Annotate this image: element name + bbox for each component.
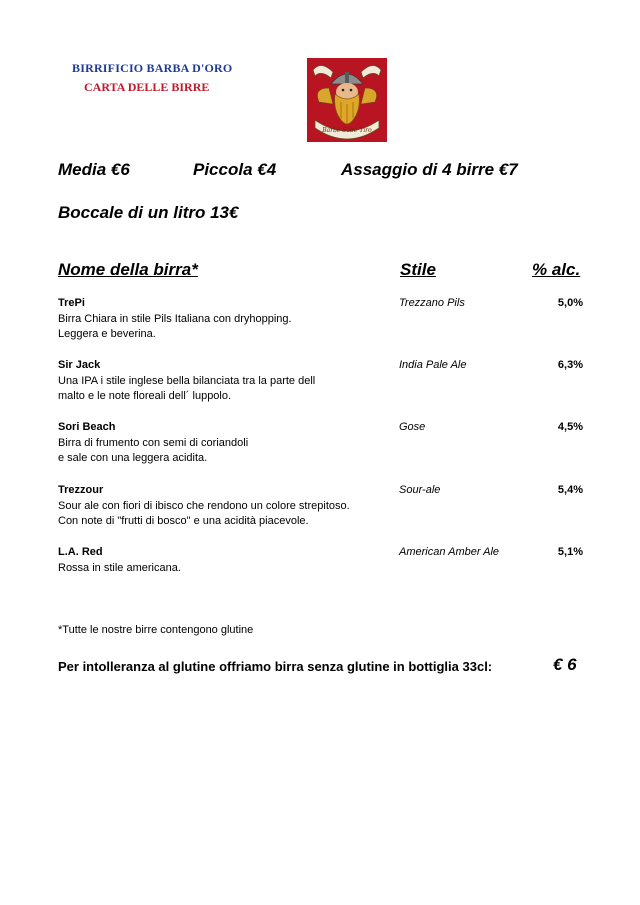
beer-description: Birra Chiara in stile Pils Italiana con dryhopping. Leggera e beverina.	[58, 313, 292, 340]
beer-description: Una IPA i stile inglese bella bilanciata tra la parte dell malto e le note floreali dell´ luppolo.	[58, 375, 316, 402]
beer-style: Gose	[399, 421, 426, 433]
beer-abv: 4,5%	[557, 421, 583, 433]
column-header-name: Nome della birra*	[58, 260, 198, 279]
column-header-style: Stile	[400, 260, 436, 279]
beer-abv: 5,0%	[557, 297, 583, 309]
beer-abv: 5,1%	[557, 546, 583, 558]
menu-subtitle: CARTA DELLE BIRRE	[84, 80, 210, 94]
beer-description: Birra di frumento con semi di coriandoli e sale con una leggera acidita.	[58, 437, 249, 464]
gluten-free-offer: Per intolleranza al glutine offriamo birra senza glutine in bottiglia 33cl:	[58, 659, 493, 674]
beer-abv: 6,3%	[557, 359, 583, 371]
price-assaggio: Assaggio di 4 birre €7	[341, 160, 518, 179]
beer-style: Trezzano Pils	[399, 297, 465, 309]
beer-row-trepi	[58, 297, 598, 357]
beer-style: American Amber Ale	[399, 546, 500, 558]
beer-row-sori-beach	[58, 421, 598, 481]
beer-abv: 5,4%	[557, 484, 583, 496]
beer-style: Sour-ale	[399, 484, 441, 496]
price-piccola: Piccola €4	[193, 160, 277, 179]
beer-row-la-red	[58, 546, 598, 606]
beer-name: Sori Beach	[58, 421, 116, 433]
gluten-note: *Tutte le nostre birre contengono glutine	[58, 624, 254, 636]
beer-name: TrePi	[58, 297, 85, 309]
price-boccale: Boccale di un litro 13€	[58, 203, 239, 222]
beer-row-trezzour	[58, 484, 598, 544]
gluten-free-price: € 6	[553, 655, 577, 674]
beer-name: Trezzour	[58, 484, 104, 496]
beer-name: L.A. Red	[58, 546, 103, 558]
brand-name: BIRRIFICIO BARBA D'ORO	[72, 61, 233, 75]
column-header-abv: % alc.	[532, 260, 581, 279]
beer-description: Sour ale con fiori di ibisco che rendono un colore strepitoso. Con note di "frutti di bosco" e una acidità piacevole.	[58, 500, 350, 527]
viking-beard-logo	[307, 58, 387, 142]
beer-description: Rossa in stile americana.	[58, 562, 181, 574]
beer-style: India Pale Ale	[399, 359, 467, 371]
beer-row-sir-jack	[58, 359, 598, 419]
price-media: Media €6	[58, 160, 130, 179]
logo-banner-text: Barbe Sabe Tiro	[322, 127, 372, 134]
beer-name: Sir Jack	[58, 359, 101, 371]
